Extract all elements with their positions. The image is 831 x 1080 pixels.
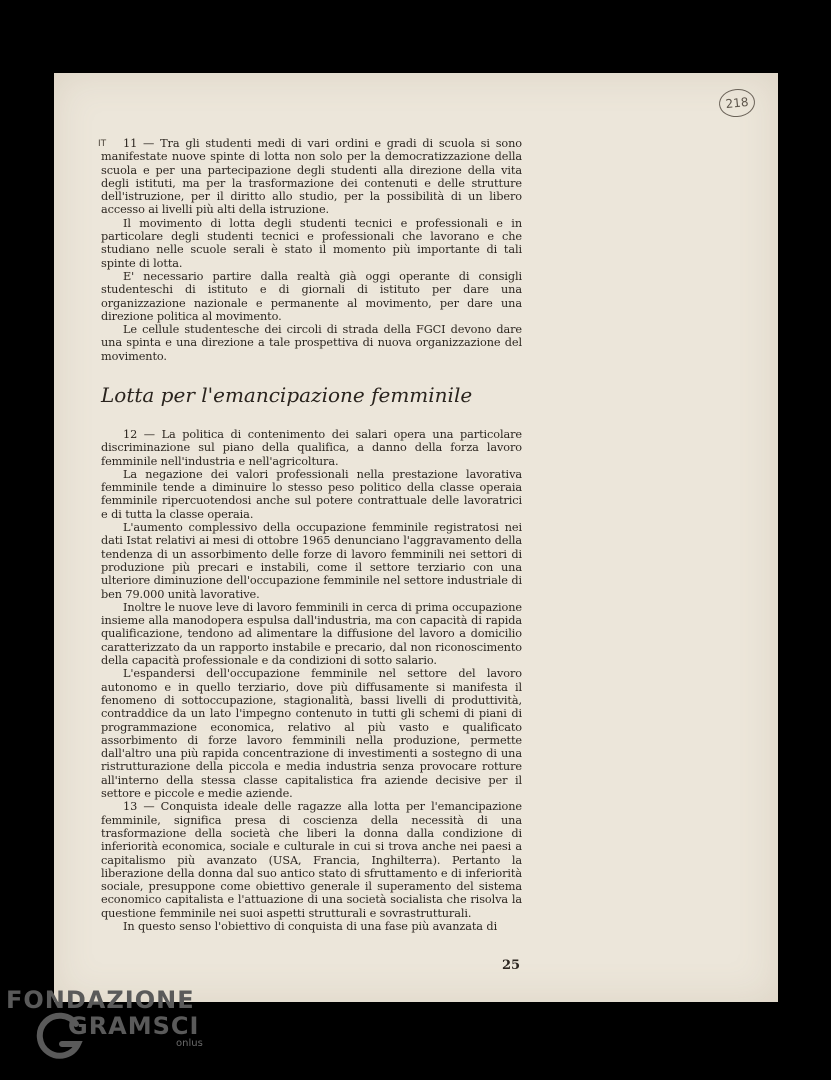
paragraph: Il movimento di lotta degli studenti tecnici e professionali e in particolare degli studenti tecnici e professionali che lavorano e che studiano nelle scuole serali è stato il momento più importante di tali spinte di lotta. (101, 216, 522, 270)
paragraph: La negazione dei valori professionali nella prestazione lavorativa femminile tende a diminuire lo stesso peso politico della classe operaia femminile ripercuotendosi anche sul potere contrattuale delle lavoratrici e di tutta la classe operaia. (101, 467, 522, 521)
paragraph: E' necessario partire dalla realtà già oggi operante di consigli studenteschi di istituto e di giornali di istituto per dare una organizzazione nazionale e permanente al movimento, per dare una direzione politica al movimento. (101, 269, 522, 323)
text-block-emancipation (101, 428, 522, 933)
corner-mark: IT (98, 139, 107, 149)
text-block-students (101, 137, 522, 363)
paragraph: Inoltre le nuove leve di lavoro femminili in cerca di prima occupazione insieme alla manodopera espulsa dall'industria, ma con capacità di rapida qualificazione, tendono ad alimentare la diffusione del lavoro a domicilio caratterizzato da un rapporto instabile e precario, dal non riconoscimento della capacità professionale e da condizioni di sotto salario. (101, 600, 522, 668)
section-title: Lotta per l'emancipazione femminile (101, 383, 473, 407)
fondazione-gramsci-watermark (6, 988, 203, 1049)
paragraph: In questo senso l'obiettivo di conquista di una fase più avanzata di (123, 919, 498, 933)
paragraph: Le cellule studentesche dei circoli di strada della FGCI devono dare una spinta e una direzione a tale prospettiva di nuova organizzazione del movimento. (101, 323, 522, 363)
watermark-line1: FONDAZIONE (6, 986, 195, 1014)
page-number: 25 (502, 958, 521, 973)
archive-number-stamp: 218 (718, 87, 757, 119)
paragraph: L'aumento complessivo della occupazione femminile registratosi nei dati Istat relativi ai mesi di ottobre 1965 denunciano l'aggravamento della tendenza di un assorbimento delle forze di lavoro femminili nei settori di produzione più precari e instabili, come il settore terziario con una ulteriore diminuzione dell'occupazione femminile nel settore industriale di ben 79.000 unità lavorative. (101, 521, 522, 601)
watermark-line2: GRAMSCI (68, 1012, 200, 1040)
paragraph: 11 — Tra gli studenti medi di vari ordini e gradi di scuola si sono manifestate nuove spinte di lotta non solo per la democratizzazione della scuola e per una partecipazione degli studenti alla direzione della vita degli istituti, ma per la trasformazione dei contenuti e delle strutture dell'istruzione, per il diritto allo studio, per la possibilità di un libero accesso ai livelli più alti della istruzione. (101, 137, 522, 217)
watermark-g-logo-icon (36, 1012, 84, 1062)
paragraph: L'espandersi dell'occupazione femminile nel settore del lavoro autonomo e in quello terziario, dove più diffusamente si manifesta il fenomeno di sottoccupazione, stagionalità, bassi livelli di produttività, contraddice da un lato l'impegno contenuto in tutti gli schemi di piani di programmazione economica, relativo al più vasto e qualificato assorbimento di forze lavoro femminili nella produzione, permette dall'altro una più rapida concentrazione di investimenti a sostegno di una ristrutturazione della piccola e media industria senza provocare rotture all'interno della stessa classe capitalistica fra aziende decisive per il settore e piccole e medie aziende. (101, 667, 522, 801)
paragraph: 12 — La politica di contenimento dei salari opera una particolare discriminazione sul piano della qualifica, a danno della forza lavoro femminile nell'industria e nell'agricoltura. (101, 428, 522, 468)
paragraph: 13 — Conquista ideale delle ragazze alla lotta per l'emancipazione femminile, significa presa di coscienza della necessità di una trasformazione della società che liberi la donna dalla condizione di inferiorità economica, sociale e culturale in cui si trova anche nei paesi a capitalismo più avanzato (USA, Francia, Inghilterra). Pertanto la liberazione della donna dal suo antico stato di sfruttamento e di inferiorità sociale, presuppone come obiettivo generale il superamento del sistema economico capitalista e l'attuazione di una società socialista che risolva la questione femminile nei suoi aspetti strutturali e sovrastrutturali. (101, 800, 522, 920)
document-page (54, 73, 778, 1002)
watermark-line3: onlus (176, 1038, 203, 1049)
